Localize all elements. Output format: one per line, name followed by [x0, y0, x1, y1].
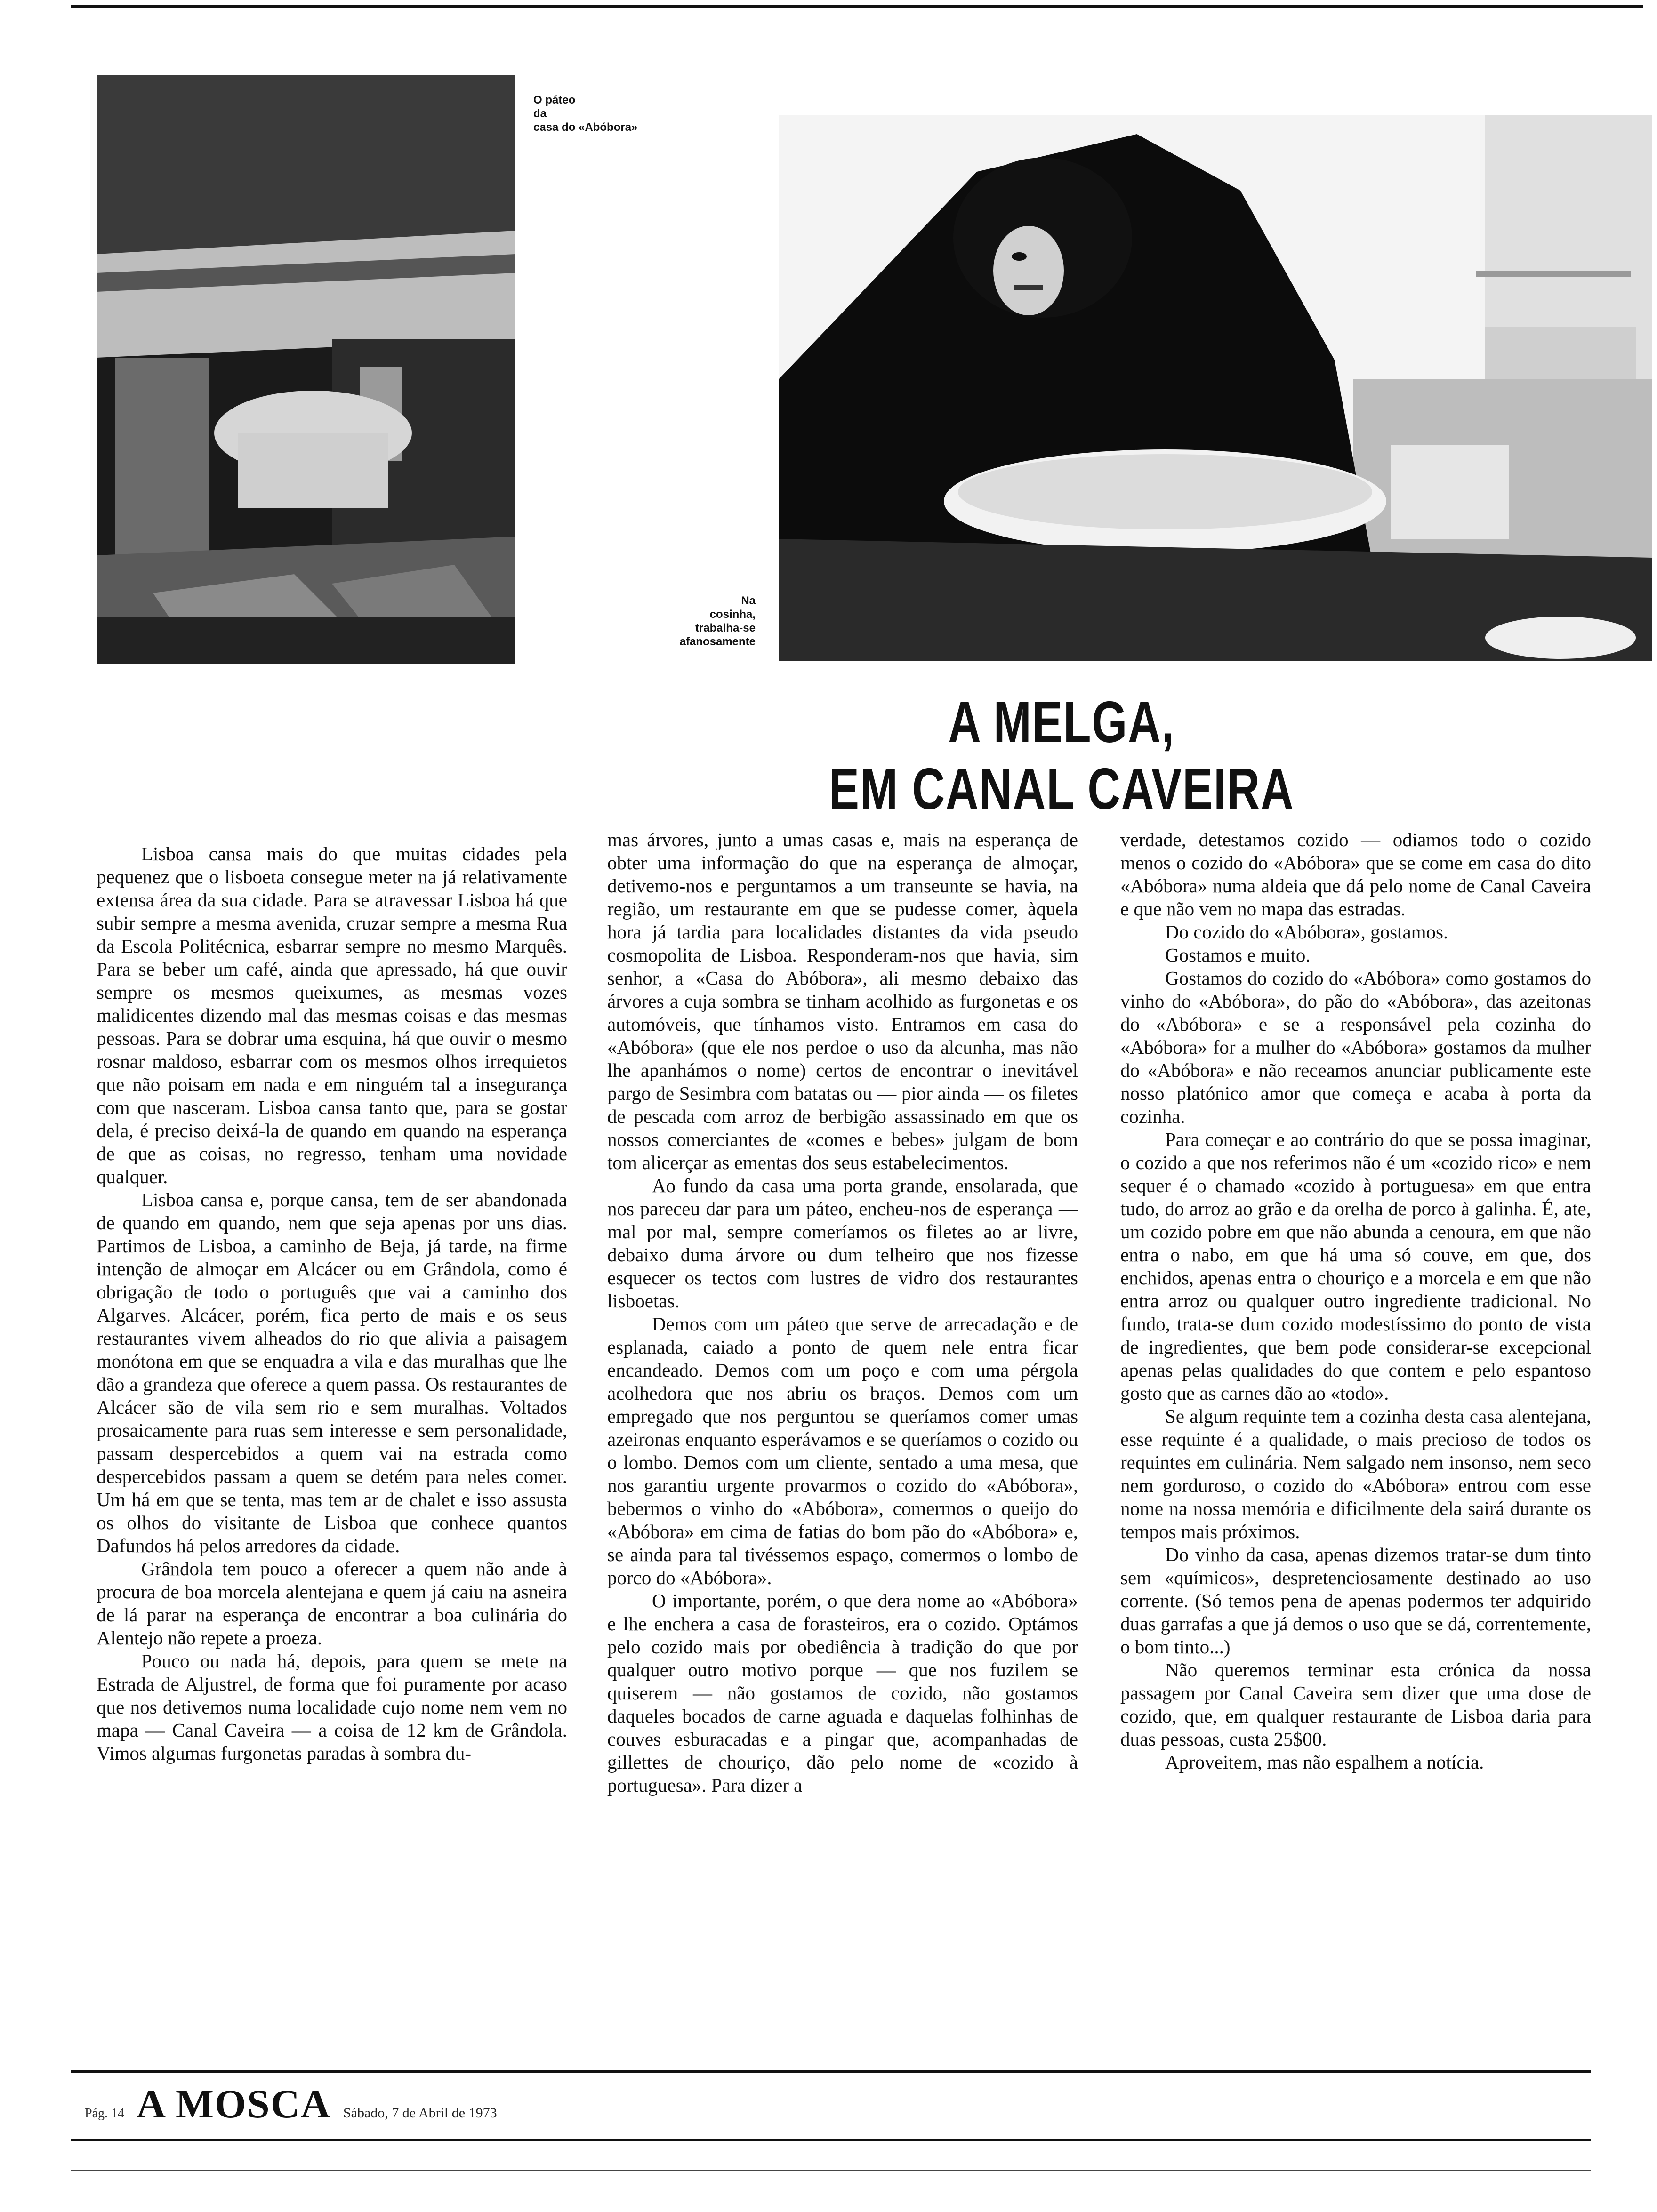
- article-paragraph: Pouco ou nada há, depois, para quem se mete na Estrada de Aljustrel, de forma que foi puramente por acaso que nos detivemos numa localidade cujo nome nem vem no mapa — Canal Caveira — a coisa de 12 km de Grândola. Vimos algumas furgonetas paradas à sombra du-: [97, 1650, 567, 1764]
- patio-caption-line: casa do «Abóbora»: [533, 121, 638, 134]
- article-paragraph: Do vinho da casa, apenas dizemos tratar-se dum tinto sem «químicos», despretenciosamente destinado ao uso corrente. (Só temos pena de apenas podermos ter adquirido duas garrafas a que já demos o uso que se dá, correntemente, o bom tinto...): [1120, 1544, 1591, 1658]
- article-paragraph: Demos com um páteo que serve de arrecadação e de esplanada, caiado a ponto de quem nele entra ficar encandeado. Demos com um poço e com uma pérgola acolhedora que nos abriu os braços. Demos com um empregado que nos perguntou se queríamos comer umas azeironas enquanto esperávamos e se queríamos o cozido ou o lombo. Demos com um cliente, sentado a uma mesa, que nos garantiu urgente provarmos o cozido do «Abóbora», bebermos o vinho do «Abóbora», comermos o queijo do «Abóbora» em cima de fatias do bom pão do «Abóbora» e, se ainda para tal tivéssemos espaço, comermos o lombo de porco do «Abóbora».: [607, 1313, 1078, 1588]
- article-column-3: [1120, 828, 1591, 2068]
- article-paragraph: O importante, porém, o que dera nome ao «Abóbora» e lhe enchera a casa de forasteiros, era o cozido. Optámos pelo cozido mais por obediência à tradição do que por qualquer outro motivo porque — que nos fuzilem se quiserem — não gostamos de cozido, não gostamos daqueles bocados de carne aguada e daquelas folhinhas de couves esburacadas e a pingar que, acompanhadas de gillettes de chouriço, dão pelo nome de «cozido à portuguesa». Para dizer a: [607, 1590, 1078, 1796]
- article-paragraph: Grândola tem pouco a oferecer a quem não ande à procura de boa morcela alentejana e quem já caiu na asneira de lá parar na esperança de encontrar a boa culinária do Alentejo não repete a proeza.: [97, 1558, 567, 1649]
- kitchen-caption: [612, 594, 756, 649]
- footer-rule-bottom: [71, 2139, 1591, 2141]
- article-paragraph: Ao fundo da casa uma porta grande, ensolarada, que nos pareceu dar para um páteo, encheu-nos de esperança — mal por mal, sempre comeríamos os filetes ao ar livre, debaixo duma árvore ou dum telheiro que nos fizesse esquecer os tectos com lustres de vidro dos restaurantes lisboetas.: [607, 1175, 1078, 1312]
- patio-caption-line: da: [533, 107, 547, 120]
- patio-caption: [533, 93, 684, 134]
- kitchen-caption-line: cosinha,: [709, 608, 756, 621]
- patio-caption-line: O páteo: [533, 94, 576, 106]
- footer-rule-top: [71, 2070, 1591, 2073]
- masthead: A MOSCA: [137, 2081, 331, 2126]
- article-paragraph: Não queremos terminar esta crónica da nossa passagem por Canal Caveira sem dizer que uma dose de cozido, que, em qualquer restaurante de Lisboa daria para duas pessoas, custa 25$00.: [1120, 1659, 1591, 1750]
- headline-line-1: A MELGA,: [948, 690, 1175, 755]
- issue-date: Sábado, 7 de Abril de 1973: [343, 2105, 497, 2121]
- footer-rule-bottom-thin: [71, 2170, 1591, 2171]
- kitchen-caption-line: afanosamente: [679, 635, 756, 648]
- article-paragraph: verdade, detestamos cozido — odiamos todo o cozido menos o cozido do «Abóbora» que se come em casa do dito «Abóbora» numa aldeia que dá pelo nome de Canal Caveira e que não vem no mapa das estradas.: [1120, 829, 1591, 920]
- article-column-2: [607, 828, 1078, 2068]
- article-column-1: [97, 842, 567, 2083]
- article-paragraph: Aproveitem, mas não espalhem a notícia.: [1165, 1751, 1484, 1773]
- article-paragraph: mas árvores, junto a umas casas e, mais na esperança de obter uma informação do que na esperança de almoçar, detivemo-nos e perguntamos a um transeunte se havia, na região, um restaurante em que se pudesse comer, àquela hora já tardia para localidades distantes da vida pseudo cosmopolita de Lisboa. Responderam-nos que havia, sim senhor, a «Casa do Abóbora», ali mesmo debaixo das árvores a cuja sombra se tinham acolhido as furgonetas e os automóveis, que tínhamos visto. Entramos em casa do «Abóbora» (que ele nos perdoe o uso da alcunha, mas não lhe apanhámos o nome) certos de encontrar o inevitável pargo de Sesimbra com batatas ou — pior ainda — os filetes de pescada com arroz de berbigão assassinado em que os nossos comerciantes de «comes e bebes» julgam de bom tom alicerçar as ementas dos seus estabelecimentos.: [607, 829, 1078, 1173]
- headline-line-2: EM CANAL CAVEIRA: [828, 757, 1295, 822]
- article-paragraph: Gostamos do cozido do «Abóbora» como gostamos do vinho do «Abóbora», do pão do «Abóbora», das azeitonas do «Abóbora» e se a responsável pela cozinha do «Abóbora» for a mulher do «Abóbora» gostamos da mulher do «Abóbora» e não receamos anunciar publicamente este nosso platónico amor que começa e acaba à porta da cozinha.: [1120, 967, 1591, 1127]
- article-paragraph: Lisboa cansa e, porque cansa, tem de ser abandonada de quando em quando, nem que seja apenas por uns dias. Partimos de Lisboa, a caminho de Beja, já tarde, na firme intenção de almoçar em Alcácer ou em Grândola, como é obrigação de todo o português que vai a caminho dos Algarves. Alcácer, porém, fica perto de mais e os seus restaurantes vivem alheados do rio que alivia a paisagem monótona em que se enquadra a vila e das muralhas que lhe dão a grandeza que oferece a quem passa. Os restaurantes de Alcácer são de vila sem rio e sem muralhas. Voltados prosaicamente para ruas sem interesse e sem personalidade, passam despercebidos a quem vai na estrada como despercebidos passam a quem se detém para neles comer. Um há em que se tenta, mas tem ar de chalet e isso assusta os olhos do visitante de Lisboa que conhece quantos Dafundos há pelos arredores da cidade.: [97, 1189, 567, 1556]
- page-footer: [85, 2080, 497, 2127]
- kitchen-photo: [779, 115, 1652, 661]
- kitchen-caption-line: Na: [741, 594, 756, 607]
- article-paragraph: Gostamos e muito.: [1165, 944, 1311, 966]
- article-paragraph: Do cozido do «Abóbora», gostamos.: [1165, 921, 1448, 943]
- patio-photo: [97, 75, 515, 664]
- top-rule: [71, 5, 1643, 8]
- article-paragraph: Para começar e ao contrário do que se possa imaginar, o cozido a que nos referimos não é um «cozido rico» e nem sequer é o chamado «cozido à portuguesa» em que entra tudo, do arroz ao grão e da orelha de porco à galinha. É, ate, um cozido pobre em que não abunda a cenoura, em que não entra o nabo, em que há uma só couve, em que, dos enchidos, apenas entra o chouriço e a morcela e em que não entra arroz ou qualquer outro ingrediente tradicional. No fundo, trata-se dum cozido modestíssimo do ponto de vista de ingredientes, que bem pode considerar-se excepcional apenas pelas qualidades do que contem e pelo espantoso gosto que as carnes dão ao «todo».: [1120, 1129, 1591, 1404]
- kitchen-caption-line: trabalha-se: [695, 622, 756, 634]
- page-number: Pág. 14: [85, 2106, 124, 2121]
- article-paragraph: Lisboa cansa mais do que muitas cidades pela pequenez que o lisboeta consegue meter na já relativamente extensa área da sua cidade. Para se atravessar Lisboa há que subir sempre a mesma avenida, cruzar sempre a mesma Rua da Escola Politécnica, esbarrar sempre no mesmo Marquês. Para se beber um café, ainda que apressado, há que ouvir sempre os mesmos queixumes, as mesmas vozes malidicentes dizendo mal das mesmas coisas e das mesmas pessoas. Para se dobrar uma esquina, há que ouvir o mesmo rosnar maldoso, esbarrar com os mesmos olhos irrequietos que não poisam em nada e em ninguém tal a insegurança com que nasceram. Lisboa cansa tanto que, para se gostar dela, é preciso deixá-la de quando em quando na esperança de que as coisas, no regresso, tenham uma novidade qualquer.: [97, 843, 567, 1187]
- article-paragraph: Se algum requinte tem a cozinha desta casa alentejana, esse requinte é a qualidade, o mais precioso de todos os requintes em culinária. Nem salgado nem insonso, nem seco nem gorduroso, o cozido do «Abóbora» entrou com esse nome na nossa memória e dificilmente dela sairá durante os tempos mais próximos.: [1120, 1405, 1591, 1542]
